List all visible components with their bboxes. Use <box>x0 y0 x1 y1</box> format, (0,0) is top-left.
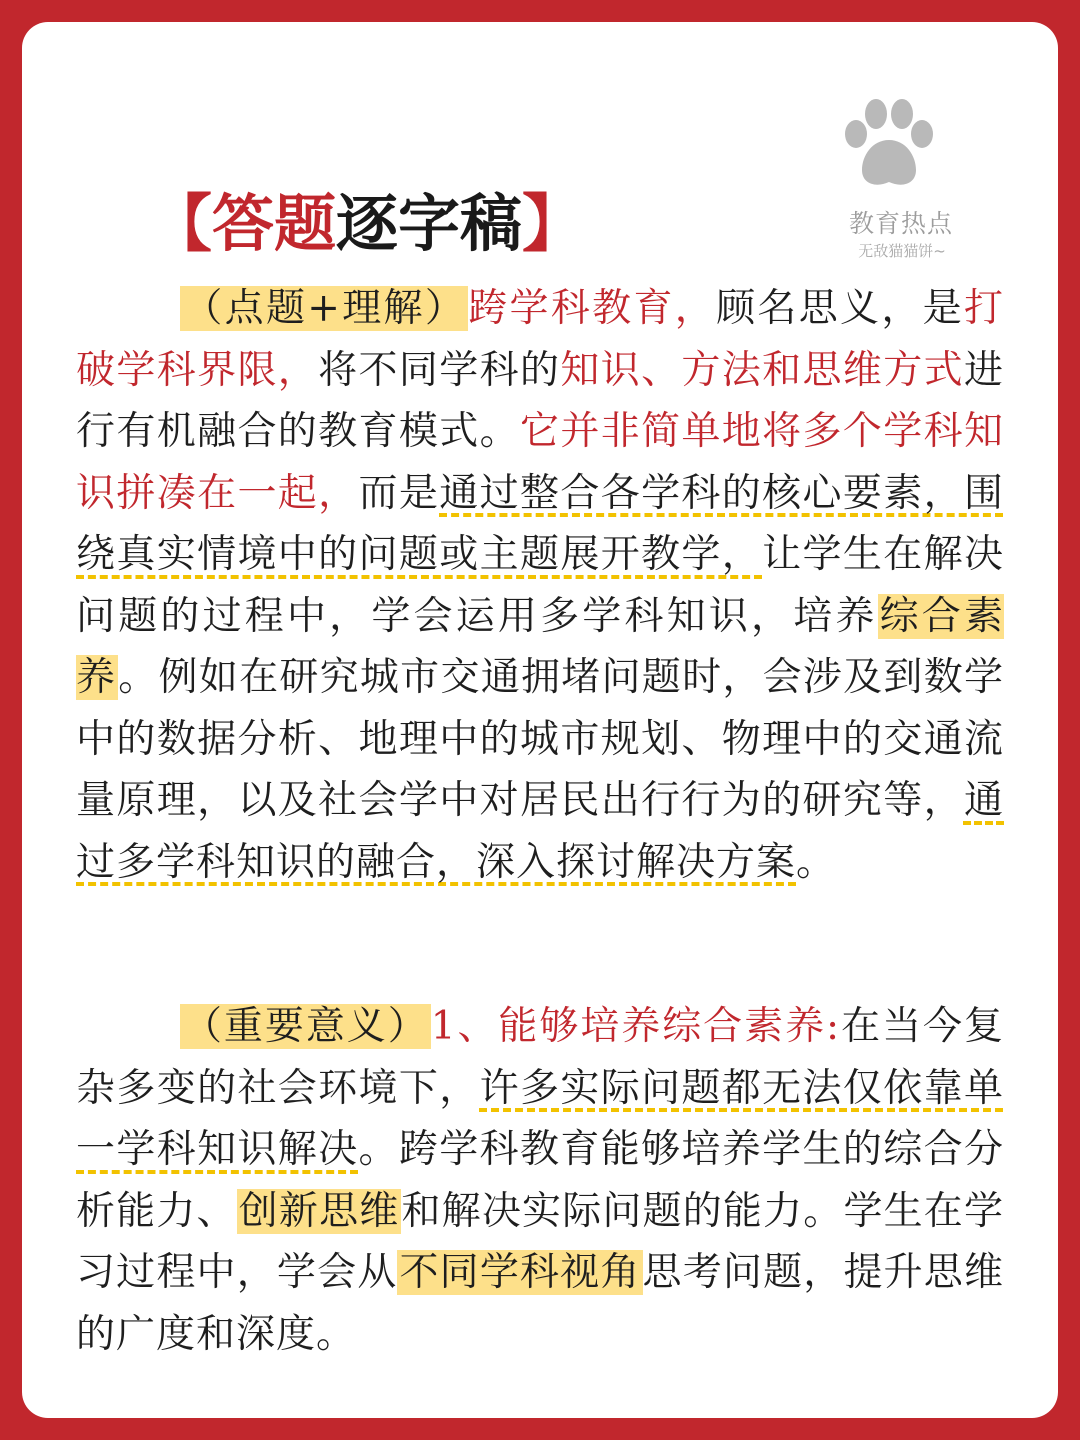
text-span: 顾名思义，是 <box>716 286 964 331</box>
text-span: 知识、方法和思维方式 <box>560 347 964 393</box>
text-span: 让学生在解决问题的过程中，学会运用多学科知识，培养 <box>76 532 1004 639</box>
title-black: 逐字稿 <box>336 187 523 260</box>
text-span: 进行有机融合的教育模式。 <box>76 347 1004 454</box>
text-span: 在当今复杂多变的社会环境下， <box>76 1004 1004 1111</box>
underlined-text: 通过整合各学科的核心要素，围绕真实情境中的问题或主题展开教学， <box>76 470 1004 577</box>
title-bracket-right: 】 <box>522 187 585 260</box>
text-span: 1、能够培养综合素养: <box>430 1004 841 1049</box>
paragraph-significance <box>76 996 1004 1365</box>
brand-handle: 无敌猫猫饼~ <box>858 242 946 260</box>
brand-logo <box>812 94 992 264</box>
highlighted-text: 创新思维 <box>238 1188 400 1234</box>
page-title <box>150 174 584 263</box>
paw-icon <box>834 94 944 194</box>
text-span: 。 <box>796 839 837 885</box>
text-span: 和解决实际问题的能力。学生在学习过程中，学会从 <box>76 1188 1004 1295</box>
underlined-text: 许多实际问题都无法仅依靠单一学科知识解决 <box>76 1065 1004 1172</box>
text-span: 而是 <box>358 470 440 516</box>
section-tag: （点题+理解） <box>182 286 467 331</box>
content-card <box>22 22 1058 1418</box>
title-red: 答题 <box>212 187 337 260</box>
title-bracket-left: 【 <box>150 187 213 260</box>
section-tag: （重要意义） <box>182 1004 429 1049</box>
text-span: 打破学科界限， <box>76 286 1004 393</box>
text-span: 它并非简单地将多个学科知识拼凑在一起， <box>76 409 1004 516</box>
brand-name: 教育热点 <box>848 209 953 238</box>
paragraph-definition <box>76 278 1004 893</box>
highlighted-text: 不同学科视角 <box>399 1250 641 1295</box>
text-span: 。跨学科教育能够培养学生的综合分析能力、 <box>76 1127 1004 1234</box>
text-span: 将不同学科的 <box>318 347 561 393</box>
highlighted-text: 综合素养 <box>76 593 1004 700</box>
text-span: 跨学科教育， <box>468 286 717 331</box>
text-span: 思考问题，提升思维的广度和深度。 <box>76 1250 1004 1357</box>
text-span: 。例如在研究城市交通拥堵问题时，会涉及到数学中的数据分析、地理中的城市规划、物理中的交通流量原理，以及社会学中对居民出行行为的研究等， <box>76 655 1004 823</box>
underlined-text: 通过多学科知识的融合，深入探讨解决方案 <box>76 778 1004 885</box>
